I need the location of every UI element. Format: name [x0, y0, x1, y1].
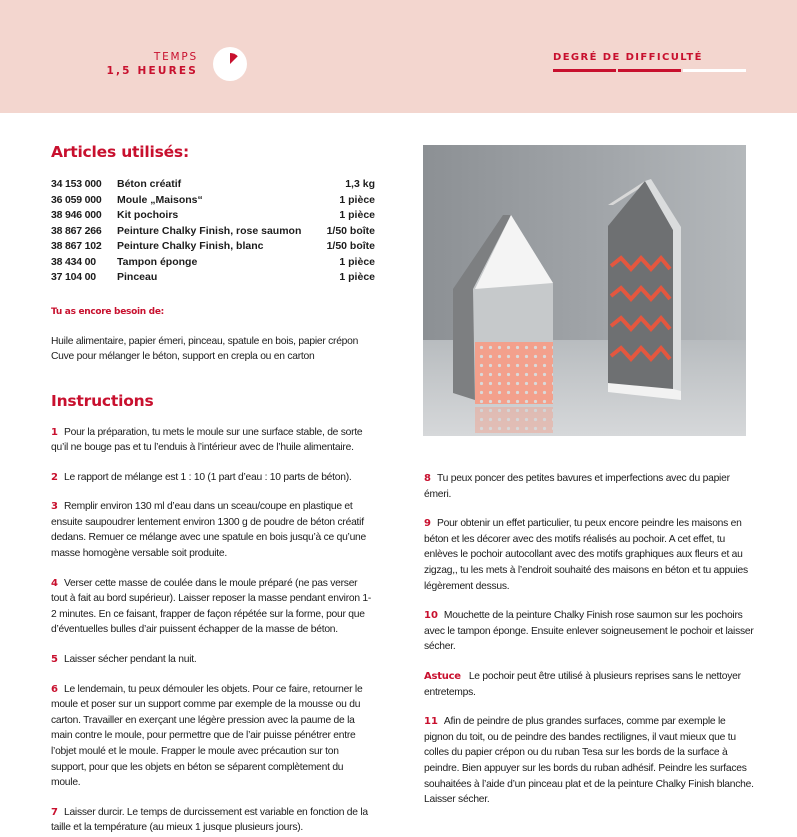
- article-name: Pinceau: [117, 271, 158, 283]
- step-number: 2: [51, 471, 58, 483]
- article-row: [51, 208, 375, 224]
- instructions-title: Instructions: [51, 391, 154, 410]
- difficulty-segment: [553, 69, 616, 72]
- article-row: [51, 255, 375, 271]
- article-ref: 38 867 266: [51, 224, 102, 237]
- step-number: 6: [51, 683, 58, 695]
- step-text: Remplir environ 130 ml d’eau dans un sceau/coupe en plastique et ensuite saupoudrer lentement environ 1300 g de poudre de béton créatif dedans. Remuer ce mélange avec une spatule en bois jusqu’à ce qu’une masse homogène versable soit produite.: [51, 501, 367, 560]
- step-number: 9: [424, 518, 431, 530]
- needs-title: Tu as encore besoin de:: [51, 306, 164, 317]
- step-number: 5: [51, 654, 58, 666]
- step-text: Le lendemain, tu peux démouler les objets. Pour ce faire, retourner le moule et poser sur un support comme par exemple de la mousse ou du carton. Travailler en exerçant une légère pression avec la paume de la main contre le moule, pour permettre que de l’air puisse pénétrer entre l’objet moulé et le moule. Frapper le moule avec précaution sur ton support, pour que les objets en béton se séparent complètement du moule.: [51, 683, 363, 789]
- step-number: 11: [424, 716, 438, 728]
- article-qty: 1/50 boîte: [326, 240, 375, 252]
- left-column: [51, 141, 375, 837]
- article-row: [51, 177, 375, 193]
- article-qty: 1 pièce: [339, 255, 375, 268]
- article-ref: 34 153 000: [51, 178, 102, 190]
- instruction-step-8: [424, 471, 754, 502]
- instruction-step-5: [51, 652, 375, 668]
- articles-table: [51, 177, 375, 286]
- article-qty: 1 pièce: [339, 209, 375, 221]
- needs-line: Huile alimentaire, papier émeri, pinceau, spatule en bois, papier crépon: [51, 335, 359, 347]
- difficulty-segment: [618, 69, 681, 72]
- step-text: Pour obtenir un effet particulier, tu peux encore peindre les maisons en béton et les décorer avec des motifs réalisés au pochoir. A cet effet, tu enlèves le pochoir autocollant avec des motifs graphiques aux fleurs et au zigzag,, tu les mets à l’endroit souhaité des maisons en béton et tu appuies légèrement dessus.: [424, 518, 748, 592]
- articles-title: Articles utilisés:: [51, 143, 189, 161]
- time-block: [106, 50, 198, 78]
- article-qty: 1 pièce: [339, 271, 375, 283]
- instruction-step-6: [51, 682, 375, 791]
- difficulty-label: DEGRÉ DE DIFFICULTÉ: [553, 52, 703, 63]
- article-row: [51, 239, 375, 255]
- difficulty-segment: [683, 69, 746, 72]
- concrete-houses-photo: [423, 145, 746, 436]
- needs-line: Cuve pour mélanger le béton, support en crepla ou en carton: [51, 351, 315, 362]
- photo-illustration: [423, 145, 746, 436]
- article-ref: 38 434 00: [51, 255, 96, 268]
- article-row: [51, 193, 375, 209]
- article-name: Peinture Chalky Finish, blanc: [117, 240, 264, 252]
- instruction-step-9: [424, 516, 754, 594]
- difficulty-block: [553, 51, 746, 72]
- time-value: 1,5 HEURES: [106, 65, 198, 77]
- step-number: 4: [51, 577, 58, 589]
- step-text: Mouchette de la peinture Chalky Finish rose saumon sur les pochoirs avec le tampon éponge. Ensuite enlever soigneusement le pochoir et laisser sécher.: [424, 610, 754, 653]
- step-text: Verser cette masse de coulée dans le moule préparé (ne pas verser tout à fait au bord supérieur). Laisser reposer la masse pendant environ 1-2 minutes. En ce faisant, frapper de façon répétée sur la forme, pour que d’éventuelles bulles d’air puissent échapper de la masse de béton.: [51, 577, 372, 636]
- difficulty-meter: [553, 69, 746, 72]
- article-ref: 37 104 00: [51, 271, 96, 283]
- tip-label: Astuce: [424, 670, 461, 682]
- instruction-step-4: [51, 576, 375, 638]
- tip: [424, 669, 754, 700]
- step-text: Laisser durcir. Le temps de durcissement est variable en fonction de la taille et la température (au mieux 1 jusque plusieurs jours).: [51, 806, 368, 834]
- instruction-step-3: [51, 499, 375, 561]
- instruction-step-2: [51, 470, 375, 486]
- article-name: Béton créatif: [117, 178, 182, 190]
- step-number: 10: [424, 610, 438, 622]
- article-name: Tampon éponge: [117, 255, 198, 268]
- article-row: [51, 224, 375, 240]
- step-text: Pour la préparation, tu mets le moule sur une surface stable, de sorte qu’il ne bouge pas et tu l’enduis à l’intérieur avec de l’huile alimentaire.: [51, 426, 363, 454]
- article-qty: 1 pièce: [339, 193, 375, 206]
- article-name: Moule „Maisons“: [117, 193, 203, 206]
- instruction-step-10: [424, 608, 754, 655]
- step-text: Afin de peindre de plus grandes surfaces, comme par exemple le pignon du toit, ou de peindre des bandes rectilignes, il vaut mieux que tu colles du papier crépon ou du ruban Tesa sur les bords de la surface à peindre. Bien appuyer sur les bords du ruban adhésif. Peindre les surfaces souhaitées à l’aide d’un pinceau plat et de la peinture Chalky Finish blanche. Laisser sécher.: [424, 716, 754, 806]
- needs-list: [51, 334, 375, 365]
- right-column: [424, 471, 754, 822]
- step-number: 1: [51, 426, 58, 438]
- article-name: Peinture Chalky Finish, rose saumon: [117, 224, 302, 237]
- time-label: TEMPS: [153, 51, 198, 63]
- article-qty: 1/50 boîte: [326, 224, 375, 237]
- article-qty: 1,3 kg: [345, 178, 375, 190]
- instructions-left: [51, 425, 375, 836]
- step-text: Laisser sécher pendant la nuit.: [63, 654, 197, 666]
- article-ref: 36 059 000: [51, 193, 102, 206]
- article-row: [51, 270, 375, 286]
- step-text: Tu peux poncer des petites bavures et imperfections avec du papier émeri.: [424, 473, 730, 500]
- article-name: Kit pochoirs: [117, 209, 179, 221]
- article-ref: 38 946 000: [51, 209, 102, 221]
- timer-pie-icon: [213, 47, 247, 81]
- step-text: Le rapport de mélange est 1 : 10 (1 part d’eau : 10 parts de béton).: [63, 471, 352, 483]
- instruction-step-7: [51, 805, 375, 836]
- step-number: 3: [51, 501, 58, 513]
- step-number: 7: [51, 806, 58, 818]
- step-number: 8: [424, 473, 431, 484]
- tip-text: Le pochoir peut être utilisé à plusieurs reprises sans le nettoyer entretemps.: [424, 670, 741, 698]
- header-band: [0, 0, 797, 113]
- article-ref: 38 867 102: [51, 240, 102, 252]
- instruction-step-11: [424, 714, 754, 808]
- instruction-step-1: [51, 425, 375, 456]
